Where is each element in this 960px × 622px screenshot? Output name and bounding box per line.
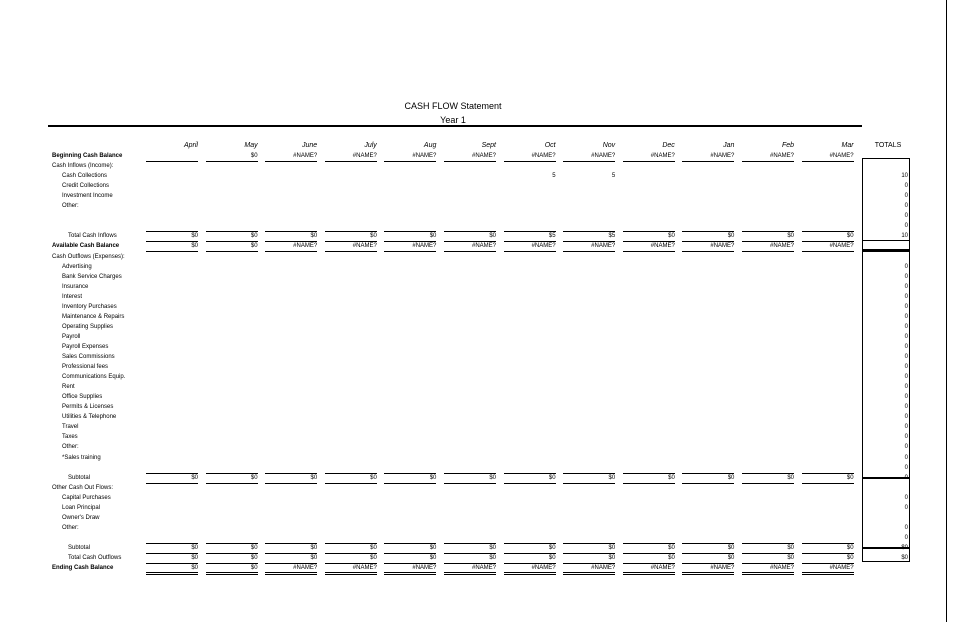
month-cell: $0 xyxy=(668,555,675,561)
month-cell: $0 xyxy=(370,474,377,481)
table-row xyxy=(0,474,960,484)
month-header: Feb xyxy=(781,142,794,149)
totals-column-box xyxy=(862,478,910,548)
row-label: Subtotal xyxy=(68,544,91,551)
month-cell: $0 xyxy=(429,233,437,240)
row-label: Capital Purchases xyxy=(62,494,111,501)
row-label: Loan Principal xyxy=(62,504,101,511)
month-cell: $0 xyxy=(727,544,735,551)
month-cell: $0 xyxy=(429,555,437,561)
cell-double-underline xyxy=(504,572,556,575)
month-cell: $0 xyxy=(250,565,258,572)
month-cell: $0 xyxy=(191,555,198,561)
month-cell: $0 xyxy=(191,243,198,250)
cell-double-underline xyxy=(682,572,734,575)
table-row xyxy=(0,373,960,383)
month-cell: #NAME? xyxy=(412,565,437,572)
month-cell: #NAME? xyxy=(471,243,496,250)
row-label: Professional fees xyxy=(62,364,109,371)
total-cell: 0 xyxy=(904,333,908,340)
month-cell: #NAME? xyxy=(412,153,437,159)
total-cell: 0 xyxy=(904,504,908,511)
row-label: Permits & Licenses xyxy=(62,404,114,411)
total-cell: 10 xyxy=(901,173,908,180)
row-label: Taxes xyxy=(62,434,78,441)
table-row xyxy=(0,343,960,353)
total-cell: 0 xyxy=(904,193,908,200)
total-cell: $0 xyxy=(901,555,908,561)
total-cell: 0 xyxy=(904,454,908,461)
month-cell: #NAME? xyxy=(591,565,616,572)
month-cell: $0 xyxy=(191,544,198,551)
total-cell: 0 xyxy=(904,394,908,401)
total-cell: 0 xyxy=(904,183,908,190)
total-cell: 10 xyxy=(901,233,908,240)
row-label: Interest xyxy=(62,293,83,300)
month-cell: $0 xyxy=(489,474,496,481)
total-cell: 0 xyxy=(904,364,908,371)
row-label: Other: xyxy=(62,203,79,210)
month-cell: $0 xyxy=(250,474,258,481)
month-cell: #NAME? xyxy=(829,153,854,159)
month-cell: #NAME? xyxy=(293,153,318,159)
month-cell: #NAME? xyxy=(293,565,318,572)
total-cell: 0 xyxy=(904,494,908,501)
month-cell: $0 xyxy=(608,555,616,561)
month-cell: $0 xyxy=(727,474,735,481)
month-cell: $0 xyxy=(846,233,854,240)
month-cell: $0 xyxy=(310,474,318,481)
month-cell: #NAME? xyxy=(531,565,556,572)
cell-double-underline xyxy=(146,572,198,575)
table-row xyxy=(0,212,960,222)
month-cell: #NAME? xyxy=(352,565,377,572)
month-cell: $0 xyxy=(250,153,258,159)
month-header: Aug xyxy=(423,142,437,149)
row-label: Credit Collections xyxy=(62,183,110,190)
title-rule xyxy=(48,125,862,127)
totals-header: TOTALS xyxy=(874,142,902,149)
row-label: Other Cash Out Flows: xyxy=(52,484,114,491)
row-label: Other: xyxy=(62,524,79,531)
table-row xyxy=(0,443,960,453)
month-cell: $0 xyxy=(668,233,675,240)
month-cell: #NAME? xyxy=(293,243,318,250)
row-label: Payroll xyxy=(62,333,81,340)
total-cell: 0 xyxy=(904,303,908,310)
month-cell: #NAME? xyxy=(531,153,556,159)
table-row xyxy=(0,514,960,524)
month-cell: #NAME? xyxy=(352,153,377,159)
table-row xyxy=(0,152,960,162)
cell-double-underline xyxy=(265,572,317,575)
month-cell: $0 xyxy=(489,233,496,240)
table-row xyxy=(0,172,960,182)
table-row xyxy=(0,544,960,554)
row-label: Inventory Purchases xyxy=(62,303,117,310)
month-cell: $0 xyxy=(370,233,377,240)
month-header: Nov xyxy=(602,142,616,149)
row-label: Payroll Expenses xyxy=(62,343,109,350)
month-cell: $0 xyxy=(846,474,854,481)
table-row xyxy=(0,162,960,172)
total-cell: 0 xyxy=(904,444,908,451)
month-cell: $0 xyxy=(727,555,735,561)
row-label: Subtotal xyxy=(68,474,91,481)
row-label: Cash Collections xyxy=(62,173,108,180)
month-cell: $0 xyxy=(429,544,437,551)
row-label: Insurance xyxy=(62,283,89,290)
table-row xyxy=(0,353,960,363)
month-header: July xyxy=(364,142,377,149)
month-cell: #NAME? xyxy=(650,565,675,572)
month-cell: $0 xyxy=(310,555,318,561)
table-row xyxy=(0,403,960,413)
row-label: Investment Income xyxy=(62,193,113,200)
row-label: Advertising xyxy=(62,263,92,270)
total-cell: 0 xyxy=(904,293,908,300)
table-row xyxy=(0,323,960,333)
row-label: Rent xyxy=(62,384,75,391)
row-label: Beginning Cash Balance xyxy=(52,153,123,159)
cell-double-underline xyxy=(444,572,496,575)
table-row xyxy=(0,423,960,433)
table-row xyxy=(0,363,960,373)
table-row xyxy=(0,232,960,242)
month-cell: $0 xyxy=(787,474,794,481)
month-cell: #NAME? xyxy=(710,153,735,159)
month-cell: $0 xyxy=(489,555,496,561)
month-header: Dec xyxy=(662,142,675,149)
month-cell: $0 xyxy=(668,544,675,551)
row-label: Utilities & Telephone xyxy=(62,414,117,421)
table-row xyxy=(0,313,960,323)
month-cell: #NAME? xyxy=(829,565,854,572)
row-label: Total Cash Outflows xyxy=(68,555,122,561)
month-cell: #NAME? xyxy=(591,243,616,250)
month-cell: 5 xyxy=(611,173,616,180)
table-row xyxy=(0,222,960,232)
table-row xyxy=(0,504,960,514)
month-cell: $0 xyxy=(548,474,556,481)
month-cell: $0 xyxy=(846,555,854,561)
total-cell: 0 xyxy=(904,434,908,441)
cell-double-underline xyxy=(742,572,794,575)
row-label: Sales Commissions xyxy=(62,354,115,360)
table-row xyxy=(0,182,960,192)
total-cell: 0 xyxy=(904,534,908,541)
month-cell: #NAME? xyxy=(531,243,556,250)
table-row xyxy=(0,554,960,564)
month-cell: $0 xyxy=(191,565,198,572)
table-row xyxy=(0,524,960,534)
month-cell: $0 xyxy=(310,233,318,240)
row-label: Maintenance & Repairs xyxy=(62,313,125,320)
page-subtitle: Year 1 xyxy=(440,115,466,125)
table-row xyxy=(0,454,960,464)
total-cell: $0 xyxy=(901,544,908,551)
month-cell: $0 xyxy=(310,544,318,551)
month-cell: #NAME? xyxy=(769,243,794,250)
table-row xyxy=(0,202,960,212)
row-label: Bank Service Charges xyxy=(62,273,122,280)
month-cell: $0 xyxy=(608,544,616,551)
total-cell: 0 xyxy=(904,404,908,411)
row-label: Other: xyxy=(62,444,79,451)
table-row xyxy=(0,383,960,393)
month-header: Oct xyxy=(544,142,556,149)
total-cell: 0 xyxy=(904,384,908,391)
total-cell: 0 xyxy=(904,203,908,210)
month-cell: $0 xyxy=(548,555,556,561)
month-cell: $5 xyxy=(608,233,616,240)
total-cell: 0 xyxy=(904,414,908,421)
total-cell: 0 xyxy=(904,283,908,290)
table-row xyxy=(0,494,960,504)
month-cell: $0 xyxy=(787,544,794,551)
month-cell: $0 xyxy=(548,544,556,551)
month-cell: #NAME? xyxy=(471,565,496,572)
table-row xyxy=(0,263,960,273)
row-label: Available Cash Balance xyxy=(52,243,120,250)
month-cell: $0 xyxy=(787,555,794,561)
total-cell: 0 xyxy=(904,213,908,220)
table-row xyxy=(0,333,960,343)
month-cell: $0 xyxy=(429,474,437,481)
totals-column-box xyxy=(862,158,910,250)
cell-double-underline xyxy=(325,572,377,575)
month-cell: $0 xyxy=(668,474,675,481)
totals-column-box xyxy=(862,250,910,478)
month-cell: 5 xyxy=(552,173,556,180)
month-cell: $0 xyxy=(370,555,377,561)
table-row xyxy=(0,534,960,544)
table-row xyxy=(0,293,960,303)
month-cell: $0 xyxy=(191,474,198,481)
month-cell: #NAME? xyxy=(412,243,437,250)
table-row xyxy=(0,433,960,443)
month-cell: $0 xyxy=(787,233,794,240)
table-row xyxy=(0,484,960,494)
table-row xyxy=(0,273,960,283)
month-header: Mar xyxy=(841,142,854,149)
total-cell: 0 xyxy=(904,474,908,481)
month-cell: #NAME? xyxy=(650,243,675,250)
total-cell: 0 xyxy=(904,354,908,360)
table-row xyxy=(0,564,960,574)
month-cell: #NAME? xyxy=(650,153,675,159)
month-header: Jan xyxy=(723,142,735,149)
month-cell: #NAME? xyxy=(352,243,377,250)
row-label: Operating Supplies xyxy=(62,323,114,330)
table-row xyxy=(0,413,960,423)
total-cell: 0 xyxy=(904,273,908,280)
total-cell: 0 xyxy=(904,524,908,531)
table-row xyxy=(0,242,960,252)
month-cell: $0 xyxy=(489,544,496,551)
row-label: Total Cash Inflows xyxy=(68,233,117,240)
month-cell: #NAME? xyxy=(710,243,735,250)
cell-double-underline xyxy=(206,572,258,575)
month-cell: $0 xyxy=(727,233,735,240)
month-cell: #NAME? xyxy=(769,153,794,159)
table-row xyxy=(0,393,960,403)
table-row xyxy=(0,464,960,474)
table-row xyxy=(0,303,960,313)
month-header: Sept xyxy=(481,142,496,149)
month-cell: $5 xyxy=(548,233,556,240)
table-row xyxy=(0,283,960,293)
month-cell: $0 xyxy=(250,544,258,551)
month-cell: #NAME? xyxy=(769,565,794,572)
row-label: Ending Cash Balance xyxy=(52,565,114,572)
month-cell: #NAME? xyxy=(471,153,496,159)
total-cell: 0 xyxy=(904,263,908,270)
month-cell: #NAME? xyxy=(829,243,854,250)
month-header: May xyxy=(244,142,258,149)
row-label: Communications Equip. xyxy=(62,374,126,381)
month-cell: $0 xyxy=(250,243,258,250)
totals-column-box xyxy=(862,548,910,562)
cell-double-underline xyxy=(563,572,615,575)
month-cell: $0 xyxy=(846,544,854,551)
total-cell: 0 xyxy=(904,313,908,320)
row-label: *Sales training xyxy=(62,454,101,461)
cell-double-underline xyxy=(384,572,436,575)
total-cell: 0 xyxy=(904,323,908,330)
total-cell: 0 xyxy=(904,464,908,471)
month-cell: $0 xyxy=(250,233,258,240)
table-row xyxy=(0,192,960,202)
total-cell: 0 xyxy=(904,343,908,350)
month-cell: $0 xyxy=(191,233,198,240)
month-header: April xyxy=(183,142,198,149)
row-label: Owner's Draw xyxy=(62,514,100,521)
total-cell: 0 xyxy=(904,424,908,431)
month-cell: #NAME? xyxy=(591,153,616,159)
row-label: Cash Inflows (Income): xyxy=(52,163,114,170)
month-cell: $0 xyxy=(370,544,377,551)
row-label: Cash Outflows (Expenses): xyxy=(52,253,125,260)
row-label: Office Supplies xyxy=(62,394,103,401)
total-cell: 0 xyxy=(904,374,908,381)
month-header-row xyxy=(0,142,960,152)
cell-double-underline xyxy=(802,572,854,575)
month-cell: #NAME? xyxy=(710,565,735,572)
month-cell: $0 xyxy=(250,555,258,561)
month-header: June xyxy=(302,142,318,149)
month-cell: $0 xyxy=(608,474,616,481)
cell-double-underline xyxy=(623,572,675,575)
page-title: CASH FLOW Statement xyxy=(404,101,502,111)
row-label: Travel xyxy=(62,424,79,431)
table-row xyxy=(0,253,960,263)
total-cell: 0 xyxy=(904,223,908,230)
